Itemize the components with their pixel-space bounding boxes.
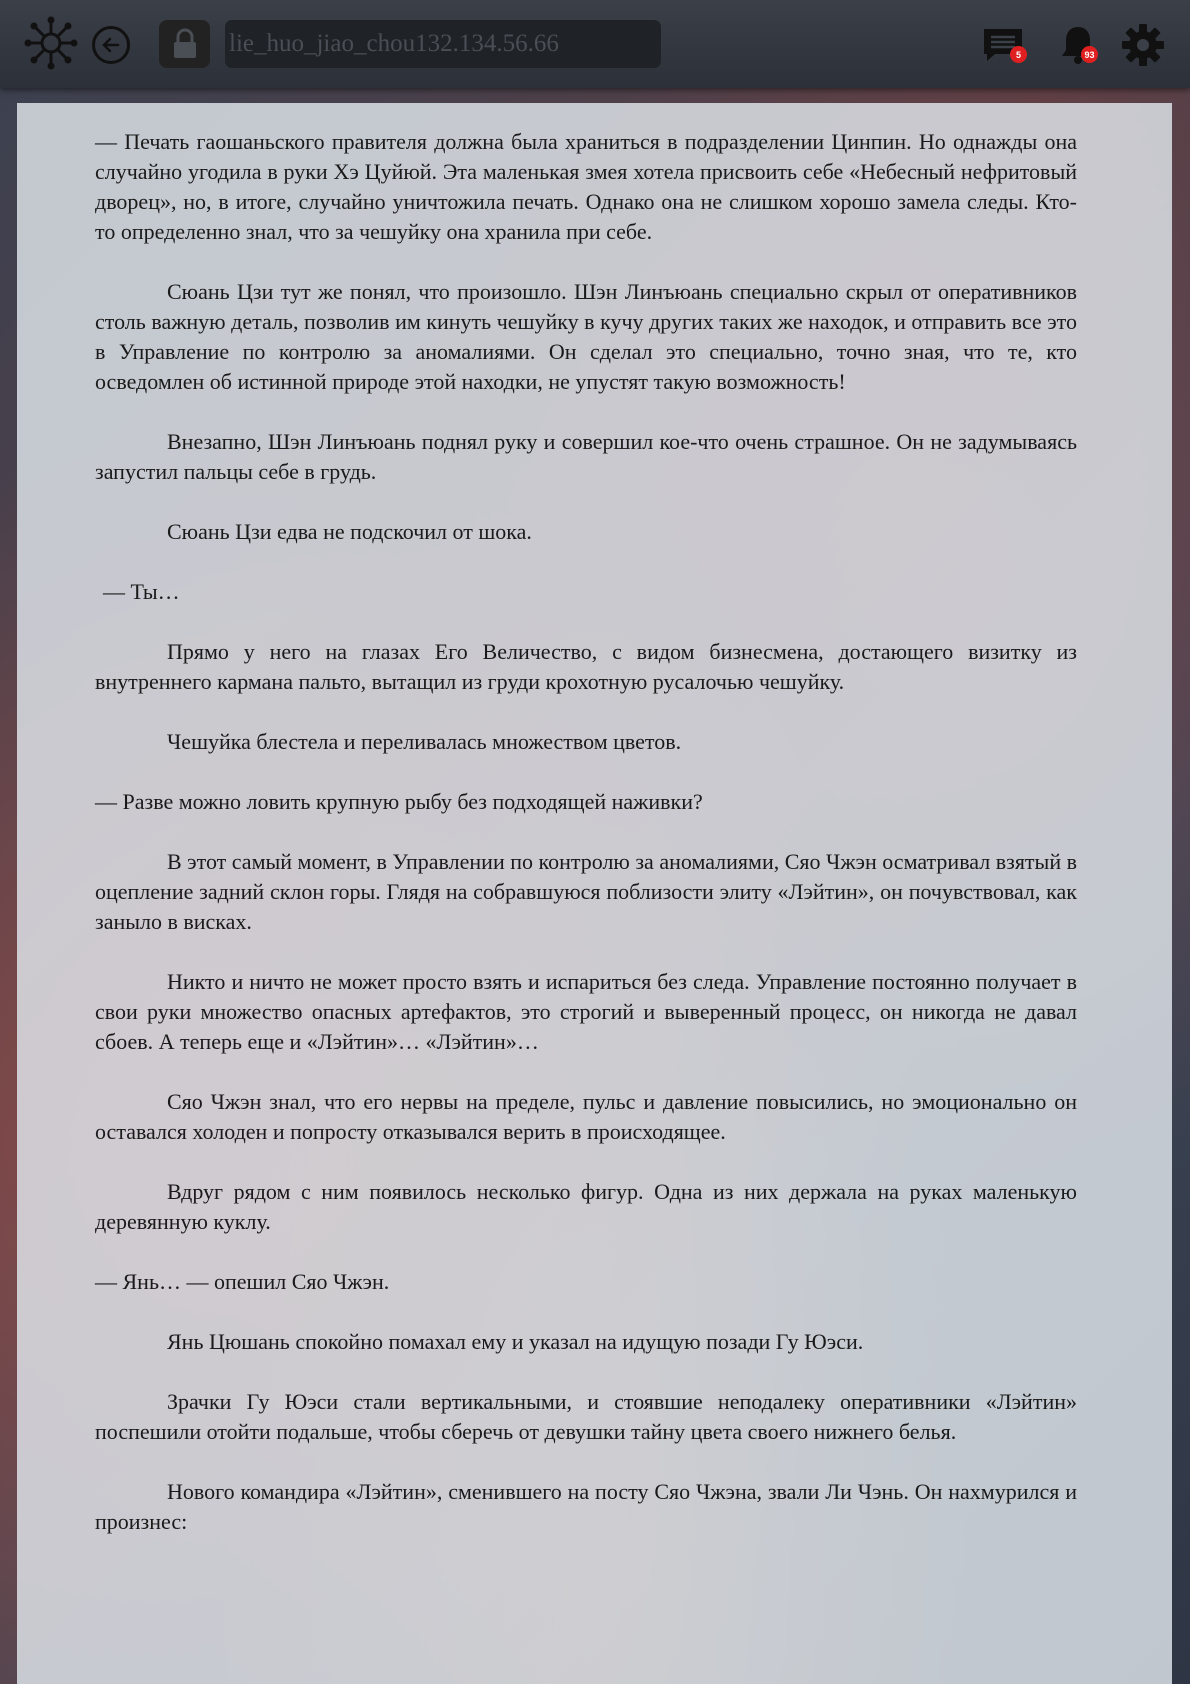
- paragraph: Вдруг рядом с ним появилось несколько фигур. Одна из них держала на руках маленькую деревянную куклу.: [95, 1179, 1077, 1234]
- paragraph: В этот самый момент, в Управлении по контролю за аномалиями, Сяо Чжэн осматривал взятый в оцепление задний склон горы. Глядя на собравшуюся поблизости элиту «Лэйтин», он почувствовал, как заныло в висках.: [95, 849, 1077, 934]
- settings-button[interactable]: [1118, 20, 1168, 70]
- paragraph: — Разве можно ловить крупную рыбу без подходящей наживки?: [95, 789, 703, 814]
- paragraph: Сяо Чжэн знал, что его нервы на пределе, пульс и давление повысились, но эмоционально он оставался холоден и попросту отказывался верить в происходящее.: [95, 1089, 1077, 1144]
- paragraph: — Ты…: [103, 579, 180, 604]
- arrow-left-icon: [100, 34, 122, 56]
- messages-button[interactable]: [978, 20, 1028, 70]
- paragraph: Нового командира «Лэйтин», сменившего на посту Сяо Чжэна, звали Ли Чэнь. Он нахмурился и произнес:: [95, 1479, 1077, 1534]
- paragraph: Сюань Цзи едва не подскочил от шока.: [167, 519, 532, 544]
- paragraph: — Янь… — опешил Сяо Чжэн.: [95, 1269, 390, 1294]
- paragraph: Чешуйка блестела и переливалась множеством цветов.: [167, 729, 682, 754]
- gear-icon: [1121, 23, 1165, 67]
- paragraph: Никто и ничто не может просто взять и испариться без следа. Управление постоянно получает в свои руки множество опасных артефактов, это строгий и выверенный процесс, он никогда не давал сбоев. А теперь еще и «Лэйтин»… «Лэйтин»…: [95, 969, 1077, 1054]
- paragraph: Зрачки Гу Юэси стали вертикальными, и стоявшие неподалеку оперативники «Лэйтин» поспешили отойти подальше, чтобы сберечь от девушки тайну цвета своего нижнего белья.: [95, 1389, 1077, 1444]
- lock-icon: [170, 28, 200, 60]
- notifications-button[interactable]: [1053, 20, 1103, 70]
- site-logo-icon[interactable]: [24, 16, 78, 70]
- chapter-text: [95, 127, 1077, 1567]
- paragraph: Внезапно, Шэн Линъюань поднял руку и совершил кое-что очень страшное. Он не задумываясь запустил пальцы себе в грудь.: [95, 429, 1077, 484]
- paragraph: Сюань Цзи тут же понял, что произошло. Шэн Линъюань специально скрыл от оперативников столь важную деталь, позволив им кинуть чешуйку в кучу других таких же находок, и отправить все это в Управление по контролю за аномалиями. Он сделал это специально, точно зная, что те, кто осведомлен об истинной природе этой находки, не упустят такую возможность!: [95, 279, 1077, 394]
- address-input[interactable]: [225, 20, 661, 68]
- paragraph: Янь Цюшань спокойно помахал ему и указал на идущую позади Гу Юэси.: [167, 1329, 864, 1354]
- reading-page: [17, 103, 1172, 1684]
- paragraph: — Печать гаошаньского правителя должна была храниться в подразделении Цинпин. Но однажды она случайно угодила в руки Хэ Цуйюй. Эта маленькая змея хотела присвоить себе «Небесный нефритовый дворец», но, в итоге, случайно уничтожила печать. Однако она не слишком хорошо замела следы. Кто-то определенно знал, что за чешуйку она хранила при себе.: [95, 129, 1077, 244]
- paragraph: Прямо у него на глазах Его Величество, с видом бизнесмена, достающего визитку из внутреннего кармана пальто, вытащил из груди крохотную русалочью чешуйку.: [95, 639, 1077, 694]
- messages-badge: 5: [1010, 46, 1027, 63]
- lock-button[interactable]: [159, 20, 210, 68]
- back-button[interactable]: [92, 26, 130, 64]
- top-toolbar: [0, 0, 1190, 88]
- notifications-badge: 93: [1081, 46, 1098, 63]
